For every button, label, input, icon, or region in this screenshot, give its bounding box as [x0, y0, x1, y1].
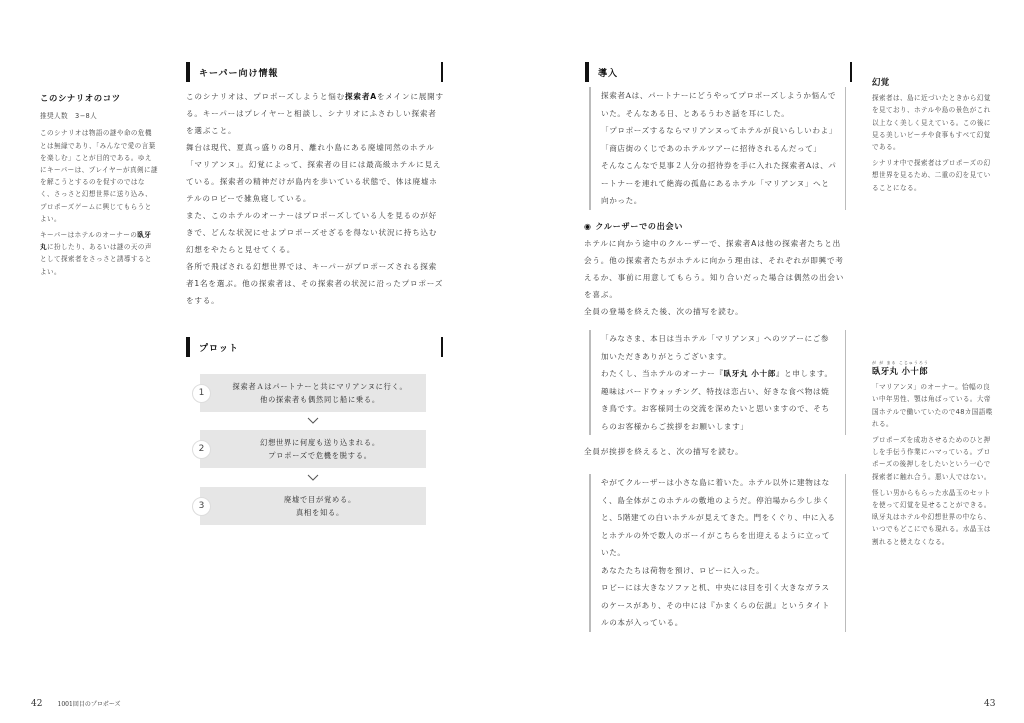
heading-bar-right — [441, 337, 443, 357]
plot-step-1: 1 探索者Ａはパートナーと共にマリアンヌに行く。 他の探索者も偶然同じ船に乗る。 — [200, 374, 426, 412]
owner-name-bold: 臥牙丸 — [40, 231, 152, 252]
page-number: 43 — [984, 699, 996, 709]
intro-quote-box: 探索者Aは、パートナーにどうやってプロポーズしようか悩んでいた。そんなある日、とあるうわさ話を耳にした。 「プロポーズするならマリアンヌってホテルが良いらしいわよ」 「商店街のくじであのホテルツアーに招待されるんだって」 そんなこんなで見事２人分の招待券を手に入れた探索者Aは、パートナーを連れて絶海の孤島にあるホテル「マリアンヌ」へと向かった。 — [589, 87, 846, 210]
cruiser-p2: 全員の登場を終えた後、次の描写を読む。 — [584, 307, 744, 316]
cruiser-p1: ホテルに向かう途中のクルーザーで、探索者Aは他の探索者たちと出会う。他の探索者たちがホテルに向かう理由は、それぞれが即興で考えるか、事前に用意してもらう。知り合いだった場合は偶然の出会いを喜ぶ。 — [584, 239, 845, 299]
plot-step-2: 2 幻想世界に何度も送り込まれる。 プロポーズで危機を脱する。 — [200, 430, 426, 468]
intro-heading: 導入 — [585, 62, 852, 82]
tips-paragraph-1: このシナリオは物語の謎や命の危機とは無縁であり、「みんなで愛の言葉を楽しむ」ことが目的である。ゆえにキーパーは、プレイヤーが真剣に謎を解こうとするのを促すのではなく、さっさと幻想世界に送り込み、プロポーズゲームに興じてもらうとよい。 — [40, 129, 158, 223]
owner-p2: プロポーズを成功させるためのひと押しを手伝う作業にハマっている。プロポーズの後押しをしたいという一心で探索者に触れ合う。悪い人ではない。 — [872, 436, 991, 481]
tips-paragraph-2: キーパーはホテルのオーナーの臥牙丸に扮したり、あるいは謎の天の声として探索者をさっさと誘導するとよい。 — [40, 231, 152, 276]
cruiser-p3: 全員が挨拶を終えると、次の描写を読む。 — [584, 447, 744, 456]
chevron-down-icon — [307, 417, 319, 425]
keeper-info-p2: 舞台は現代、夏真っ盛りの8月、離れ小島にある廃墟同然のホテル「マリアンヌ」。幻覚によって、探索者の目には最高級ホテルに見えている。探索者の精神だけが島内を歩いている状態で、体は廃墟ホテルのロビーで雑魚寝している。 — [186, 143, 442, 203]
keeper-info-p1: このシナリオは、プロポーズしようと悩む探索者Aをメインに展開する。キーパーはプレイヤーと相談し、シナリオにふさわしい探索者を選ぶこと。 — [186, 92, 444, 135]
heading-bar-right — [850, 62, 852, 82]
owner-p1: 「マリアンヌ」のオーナー。恰幅の良い中年男性、顎は角ばっている。大帝国ホテルで働いていたので48カ国語喋れる。 — [872, 383, 993, 428]
keeper-info-body — [186, 88, 444, 309]
illusion-sidebar — [872, 76, 994, 198]
owner-greeting-quote-box: 「みなさま、本日は当ホテル「マリアンヌ」へのツアーにご参加いただきありがとうございます。 わたくし、当ホテルのオーナー『臥牙丸 小十郎』と申します。趣味はバードウォッチング、特技は恋占い、好きな食べ物は焼き鳥です。お客様同士の交流を深めたいと思いますので、そちらのお客様からご挨拶をお願いします」 — [589, 330, 846, 435]
heading-bar-right — [441, 62, 443, 82]
owner-sidebar — [872, 360, 994, 552]
illusion-title: 幻覚 — [872, 77, 890, 87]
owner-p3: 怪しい男からもらった水晶玉のセットを使って幻覚を見せることができる。臥牙丸はホテルや幻想世界の中なら、いつでもどこにでも現れる。水晶玉は割れると使えなくなる。 — [872, 488, 991, 546]
page-number: 42 — [31, 699, 43, 709]
scenario-tips-sidebar — [40, 92, 158, 282]
recommended-players: 推奨人数 3−8人 — [40, 112, 98, 121]
keeper-info-p3: また、このホテルのオーナーはプロポーズしている人を見るのが好きで、どんな状況にせよプロポーズせざるを得ない状況に持ち込む幻想をやたらと見せてくる。 — [186, 211, 438, 254]
illusion-p2: シナリオ中で探索者はプロポーズの幻想世界を見るため、二重の幻を見ていることになる。 — [872, 159, 991, 192]
right-page — [512, 0, 1024, 723]
step-number-badge: 3 — [192, 497, 211, 516]
book-title: 1001回目のプロポーズ — [57, 701, 121, 708]
heading-bar-left — [186, 337, 190, 357]
cruiser-section — [584, 218, 846, 320]
owner-title: が が まる こじゅうろう 臥牙丸 小十郎 — [872, 360, 994, 377]
scenario-tips-title: このシナリオのコツ — [40, 93, 121, 103]
cruiser-heading: ◉ クルーザーでの出会い — [584, 222, 684, 231]
chevron-down-icon — [307, 474, 319, 482]
arrival-quote-box: やがてクルーザーは小さな島に着いた。ホテル以外に建物はなく、島全体がこのホテルの敷地のようだ。停泊場から少し歩くと、5階建ての白いホテルが見えてきた。門をくぐり、中に入るとホテルの外で数人のボーイがこちらを出迎えるように立っていた。 あなたたちは荷物を預け、ロビーに入った。 ロビーには大きなソファと机、中央には目を引く大きなガラスのケースがあり、その中には『かまくらの伝説』というタイトルの本が入っている。 — [589, 474, 846, 632]
illusion-p1: 探索者は、島に近づいたときから幻覚を見ており、ホテルや島の景色がこれ以上なく美しく見えている。この後に見る美しいビーチや食事もすべて幻覚である。 — [872, 94, 991, 152]
keeper-info-p4: 各所で飛ばされる幻想世界では、キーパーがプロポーズされる探索者1名を選ぶ。他の探索者は、その探索者の状況に沿ったプロポーズをする。 — [186, 262, 444, 305]
right-folio — [984, 691, 995, 710]
step-number-badge: 2 — [192, 440, 211, 459]
owner-ruby: が が まる こじゅうろう — [872, 360, 929, 365]
keeper-info-heading: キーパー向け情報 — [186, 62, 443, 82]
heading-bar-left — [585, 62, 589, 82]
step-number-badge: 1 — [192, 384, 211, 403]
plot-heading: プロット — [186, 337, 443, 357]
owner-name-bold: 臥牙丸 小十郎 — [723, 369, 776, 378]
heading-bar-left — [186, 62, 190, 82]
left-folio — [31, 691, 121, 710]
plot-step-3: 3 廃墟で目が覚める。 真相を知る。 — [200, 487, 426, 525]
